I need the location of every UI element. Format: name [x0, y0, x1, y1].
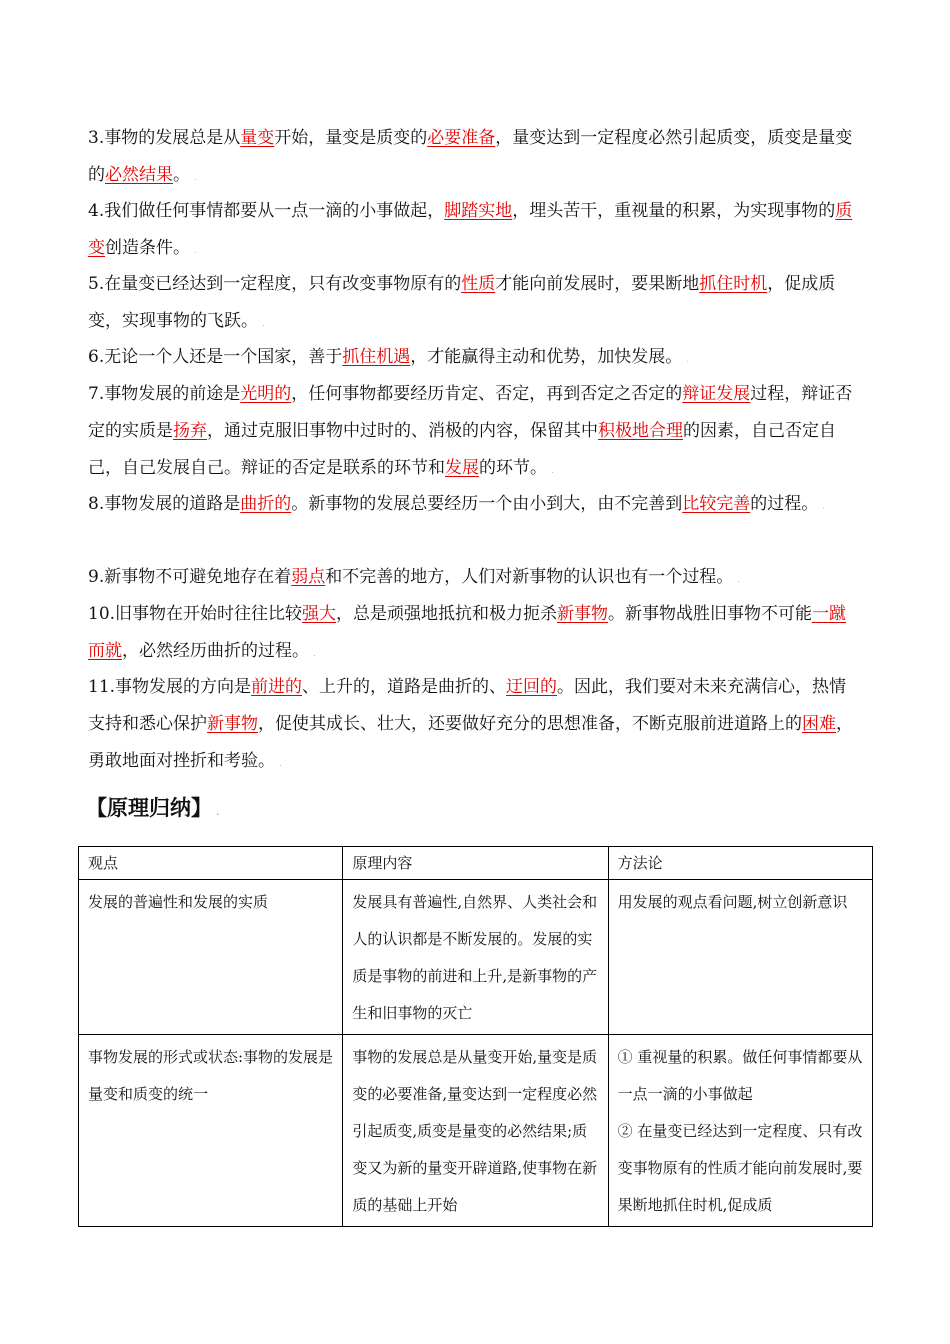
paragraph-text: ，勇敢地面对挫折和考验。 — [88, 714, 853, 771]
paragraph-text: ，任何事物都要经历肯定、否定，再到否定之否定的 — [291, 384, 683, 404]
paragraph-text: 。因此，我们要对未来充满信心，热情支持和悉心保护 — [88, 677, 847, 734]
paragraph-text: 开始，量变是质变的 — [274, 128, 428, 148]
key-term: 抓住时机 — [699, 274, 768, 294]
key-term: 质变 — [88, 201, 853, 258]
paragraph-mark: . — [194, 246, 197, 256]
table-cell-viewpoint: 事物发展的形式或状态:事物的发展是量变和质变的统一 — [79, 1035, 343, 1227]
paragraph-text: 和不完善的地方，人们对新事物的认识也有一个过程。 — [325, 567, 734, 587]
key-term: 困难 — [802, 714, 836, 734]
header-methodology: 方法论 — [608, 847, 872, 880]
paragraph-5 — [88, 266, 858, 343]
key-term: 前进的 — [251, 677, 303, 697]
key-term: 扬弃 — [173, 421, 207, 441]
key-term: 一蹴而就 — [88, 604, 847, 661]
paragraph-text: 的过程。 — [750, 494, 819, 514]
table-cell-principle: 事物的发展总是从量变开始,量变是质变的必要准备,量变达到一定程度必然引起质变,质变是量变的必然结果;质变又为新的量变开辟道路,使事物在新质的基础上开始 — [343, 1035, 608, 1227]
paragraph-text: 7.事物发展的前途是 — [88, 384, 241, 404]
key-term: 辩证发展 — [682, 384, 751, 404]
paragraph-text: ，量变达到一定程度必然引起质变，质变是量变的 — [88, 128, 853, 185]
paragraph-mark: . — [313, 649, 316, 659]
section-title: 【原理归纳】 . — [86, 796, 220, 820]
paragraph-mark: . — [279, 759, 282, 769]
paragraph-7 — [88, 376, 858, 490]
paragraph-mark: . — [737, 575, 741, 585]
key-term: 必然结果 — [105, 165, 173, 185]
paragraph-text: ，通过克服旧事物中过时的、消极的内容，保留其中 — [207, 421, 598, 441]
paragraph-text: 8.事物发展的道路是 — [88, 494, 241, 514]
table-header-row — [79, 847, 873, 880]
paragraph-text: 创造条件。 — [105, 238, 190, 258]
key-term: 新事物 — [557, 604, 609, 624]
key-term: 积极地合理 — [598, 421, 683, 441]
header-viewpoint: 观点 — [79, 847, 343, 880]
paragraph-text: 6.无论一个人还是一个国家，善于 — [88, 347, 343, 367]
principle-summary-table — [78, 846, 873, 1227]
table-row — [79, 1035, 873, 1227]
key-term: 强大 — [302, 604, 337, 624]
key-term: 弱点 — [291, 567, 326, 587]
paragraph-4 — [88, 193, 858, 270]
paragraph-mark: . — [686, 355, 690, 365]
table-cell-method: 用发展的观点看问题,树立创新意识 — [608, 880, 872, 1035]
paragraph-text: 5.在量变已经达到一定程度，只有改变事物原有的 — [88, 274, 462, 294]
paragraph-text: 。新事物战胜旧事物不可能 — [608, 604, 813, 624]
paragraph-text: 的因素，自己否定自己，自己发展自己。辩证的否定是联系的环节和 — [88, 421, 836, 478]
paragraph-10 — [88, 596, 858, 673]
paragraph-text: ，必然经历曲折的过程。 — [122, 641, 309, 661]
key-term: 抓住机遇 — [342, 347, 411, 367]
table-cell-principle: 发展具有普遍性,自然界、人类社会和人的认识都是不断发展的。发展的实质是事物的前进和上升,是新事物的产生和旧事物的灭亡 — [343, 880, 608, 1035]
key-term: 光明的 — [240, 384, 292, 404]
paragraph-3 — [88, 120, 858, 197]
paragraph-text: ，促使其成长、壮大，还要做好充分的思想准备，不断克服前进道路上的 — [258, 714, 802, 734]
paragraph-text: 3.事物的发展总是从 — [88, 128, 241, 148]
paragraph-mark: . — [822, 502, 826, 512]
paragraph-text: 。 — [173, 165, 190, 185]
key-term: 量变 — [240, 128, 275, 148]
paragraph-text: 、上升的，道路是曲折的、 — [302, 677, 507, 697]
table-row — [79, 880, 873, 1035]
key-term: 必要准备 — [427, 128, 496, 148]
paragraph-text: 10.旧事物在开始时往往比较 — [88, 604, 303, 624]
paragraph-mark: . — [551, 466, 554, 476]
key-term: 比较完善 — [682, 494, 751, 514]
paragraph-text: 9.新事物不可避免地存在着 — [88, 567, 292, 587]
table-cell-viewpoint: 发展的普遍性和发展的实质 — [79, 880, 343, 1035]
paragraph-text: ，总是顽强地抵抗和极力扼杀 — [336, 604, 558, 624]
paragraph-mark: . — [262, 319, 265, 329]
key-term: 脚踏实地 — [444, 201, 513, 221]
paragraph-mark: . — [194, 173, 197, 183]
table-cell-method: ① 重视量的积累。做任何事情都要从一点一滴的小事做起 ② 在量变已经达到一定程度、只有改变事物原有的性质才能向前发展时,要果断地抓住时机,促成质 — [608, 1035, 872, 1227]
paragraph-6 — [88, 339, 858, 379]
paragraph-11 — [88, 669, 858, 783]
paragraph-text: ，才能赢得主动和优势，加快发展。 — [410, 347, 683, 367]
paragraph-text: 。新事物的发展总要经历一个由小到大，由不完善到 — [291, 494, 683, 514]
paragraph-text: 过程，辩证否定的实质是 — [88, 384, 853, 441]
paragraph-text: ，埋头苦干，重视量的积累，为实现事物的 — [512, 201, 836, 221]
key-term: 曲折的 — [240, 494, 292, 514]
key-term: 性质 — [461, 274, 496, 294]
key-term: 迂回的 — [506, 677, 558, 697]
paragraph-text: 4.我们做任何事情都要从一点一滴的小事做起， — [88, 201, 445, 221]
paragraph-text: 的环节。 — [479, 458, 547, 478]
header-principle-content: 原理内容 — [343, 847, 608, 880]
key-term: 发展 — [445, 458, 479, 478]
paragraph-text: 11.事物发展的方向是 — [88, 677, 252, 697]
key-term: 新事物 — [207, 714, 258, 734]
paragraph-9 — [88, 559, 858, 599]
paragraph-8 — [88, 486, 858, 526]
paragraph-text: 才能向前发展时，要果断地 — [495, 274, 700, 294]
paragraph-text: ，促成质变，实现事物的飞跃。 — [88, 274, 836, 331]
